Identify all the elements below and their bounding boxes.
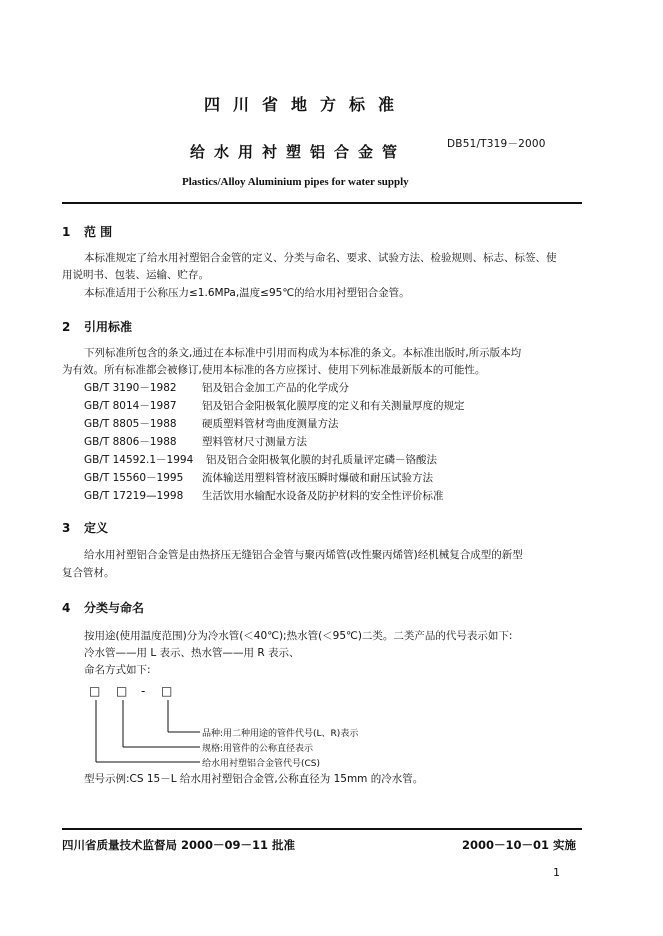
reference-title: 生活饮用水输配水设备及防护材料的安全性评价标准 — [202, 490, 444, 502]
reference-code: GB/T 15560－1995 — [84, 472, 184, 484]
section-4-line-3: 命名方式如下: — [84, 664, 151, 676]
section-4-line-1: 按用途(使用温度范围)分为冷水管(＜40℃);热水管(＜95℃)二类。二类产品的代号表示如下: — [84, 630, 513, 642]
section-1-para-1-line-2: 用说明书、包装、运输、贮存。 — [62, 269, 209, 281]
naming-box-size: □ — [116, 684, 128, 698]
naming-box-variety: □ — [161, 684, 173, 698]
section-number: 4 — [62, 601, 71, 615]
section-4-line-2: 冷水管——用 L 表示、热水管——用 R 表示、 — [84, 647, 300, 659]
reference-code: GB/T 8805－1988 — [84, 418, 177, 430]
legend-size: 规格:用管件的公称直径表示 — [202, 744, 314, 754]
section-title: 引用标准 — [84, 320, 133, 334]
reference-code: GB/T 3190－1982 — [84, 382, 177, 394]
legend-code: 给水用衬塑铝合金管代号(CS) — [202, 759, 321, 769]
section-title: 分类与命名 — [84, 601, 145, 615]
reference-code: GB/T 17219—1998 — [84, 490, 184, 502]
section-3-line-2: 复合管材。 — [62, 567, 115, 579]
standard-code: DB51/T319－2000 — [447, 138, 546, 150]
approval-info: 四川省质量技术监督局 2000－09－11 批准 — [62, 838, 296, 852]
reference-title: 铝及铝合金阳极氧化膜厚度的定义和有关测量厚度的规定 — [202, 400, 465, 412]
section-1-para-2: 本标准适用于公称压力≤1.6MPa,温度≤95℃的给水用衬塑铝合金管。 — [84, 287, 410, 299]
reference-code: GB/T 14592.1－1994 — [84, 454, 194, 466]
naming-box-code: □ — [89, 684, 101, 698]
english-title: Plastics/Alloy Aluminium pipes for water supply — [182, 176, 409, 188]
model-example: 型号示例:CS 15－L 给水用衬塑铝合金管,公称直径为 15mm 的冷水管。 — [84, 773, 424, 785]
legend-variety: 品种:用二种用途的管件代号(L、R)表示 — [202, 729, 359, 739]
reference-code: GB/T 8806－1988 — [84, 436, 177, 448]
section-2-intro-line-2: 为有效。所有标准都会被修订,使用本标准的各方应探讨、使用下列标准最新版本的可能性。 — [62, 364, 486, 376]
section-1-para-1-line-1: 本标准规定了给水用衬塑铝合金管的定义、分类与命名、要求、试验方法、检验规则、标志、标签、使 — [84, 252, 557, 264]
implementation-date: 2000－10－01 实施 — [462, 838, 577, 852]
section-title: 范 围 — [84, 225, 113, 239]
standard-type: 四川省地方标准 — [204, 95, 408, 114]
reference-title: 流体输送用塑料管材液压瞬时爆破和耐压试验方法 — [202, 472, 433, 484]
page-number: 1 — [553, 866, 560, 879]
reference-code: GB/T 8014－1987 — [84, 400, 177, 412]
reference-title: 硬质塑料管材弯曲度测量方法 — [202, 418, 339, 430]
reference-title: 塑料管材尺寸测量方法 — [202, 436, 307, 448]
section-3-line-1: 给水用衬塑铝合金管是由热挤压无缝铝合金管与聚丙烯管(改性聚丙烯管)经机械复合成型的新型 — [84, 549, 523, 561]
section-2-intro-line-1: 下列标准所包含的条文,通过在本标准中引用而构成为本标准的条文。本标准出版时,所示版本均 — [84, 347, 522, 359]
section-title: 定义 — [84, 521, 109, 535]
footer-rule — [62, 828, 582, 830]
section-number: 1 — [62, 225, 71, 239]
document-title: 给水用衬塑铝合金管 — [190, 143, 407, 161]
section-number: 2 — [62, 320, 71, 334]
reference-title: 铝及铝合金加工产品的化学成分 — [202, 382, 349, 394]
reference-title: 铝及铝合金阳极氧化膜的封孔质量评定磷－铬酸法 — [206, 454, 437, 466]
section-number: 3 — [62, 521, 71, 535]
naming-dash: - — [141, 684, 146, 698]
